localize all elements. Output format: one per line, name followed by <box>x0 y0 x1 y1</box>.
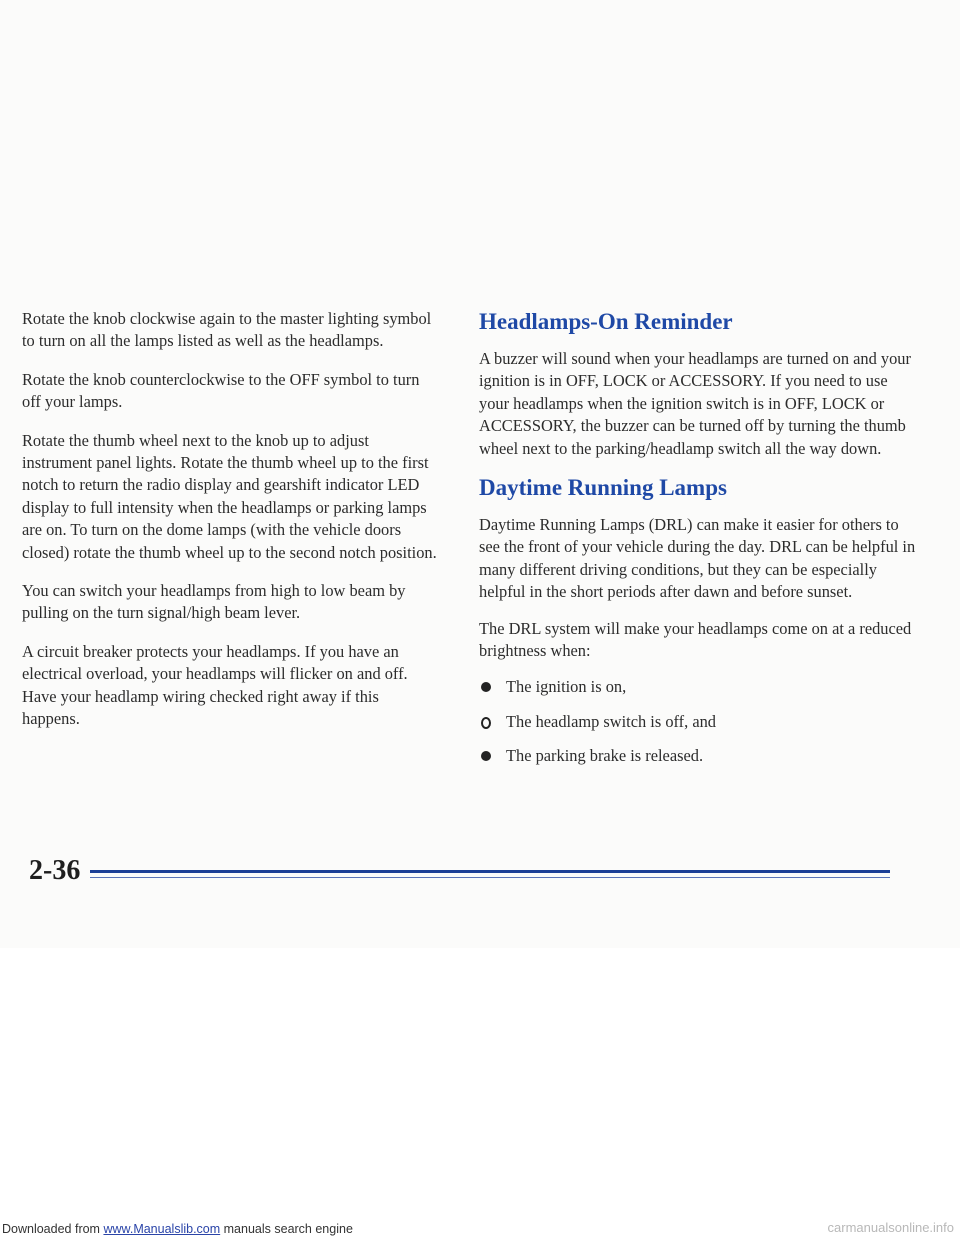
footer-rule-thin <box>90 877 890 878</box>
paragraph-drl-system: The DRL system will make your headlamps come on at a reduced brightness when: <box>479 618 912 661</box>
bullet-icon <box>481 682 491 692</box>
manualslib-link[interactable]: www.Manualslib.com <box>103 1222 221 1236</box>
heading-daytime-running-lamps: Daytime Running Lamps <box>479 475 727 501</box>
bullet-icon <box>481 751 491 761</box>
list-item-text: The ignition is on, <box>506 677 627 697</box>
page-number: 2-36 <box>29 855 81 886</box>
paragraph-circuit-breaker: A circuit breaker protects your headlamps. If you have an electrical overload, your headlamps will flicker on and off. Have your headlamp wiring checked right away if this happens. <box>22 641 408 729</box>
drl-conditions-list <box>479 676 919 767</box>
footer-rule <box>90 870 890 873</box>
heading-headlamps-on-reminder: Headlamps-On Reminder <box>479 309 733 334</box>
paragraph-off-symbol: Rotate the knob counterclockwise to the OFF symbol to turn off your lamps. <box>22 369 420 412</box>
paragraph-drl-intro: Daytime Running Lamps (DRL) can make it easier for others to see the front of your vehicle during the day. DRL can be helpful in many different driving conditions, but they can be especially helpful in the short periods after dawn and before sunset. <box>479 515 916 602</box>
right-column <box>479 308 919 780</box>
list-item <box>479 711 919 733</box>
footer-prefix: Downloaded from <box>2 1222 104 1236</box>
footer-suffix: manuals search engine <box>220 1222 353 1236</box>
paragraph-buzzer: A buzzer will sound when your headlamps are turned on and your ignition is in OFF, LOCK or ACCESSORY. If you need to use your headlamps when the ignition switch is in OFF, LOCK or ACCESSORY, the buzzer can be turned off by turning the thumb wheel next to the parking/headlamp switch all the way down. <box>479 349 911 458</box>
paragraph-high-low-beam: You can switch your headlamps from high to low beam by pulling on the turn signal/high beam lever. <box>22 581 406 623</box>
bullet-icon <box>481 717 491 729</box>
list-item <box>479 676 919 698</box>
paragraph-master-lighting: Rotate the knob clockwise again to the master lighting symbol to turn on all the lamps listed as well as the headlamps. <box>22 309 432 351</box>
list-item-text: The headlamp switch is off, and <box>506 711 716 731</box>
watermark-text: carmanualsonline.info <box>827 1220 954 1235</box>
list-item-text: The parking brake is released. <box>506 746 704 766</box>
list-item <box>479 745 919 767</box>
download-footer <box>2 1222 353 1236</box>
left-column <box>22 308 440 747</box>
paragraph-thumb-wheel: Rotate the thumb wheel next to the knob up to adjust instrument panel lights. Rotate the thumb wheel up to the first notch to return the radio display and gearshift indicator LED display to full intensity when the headlamps or parking lamps are on. To turn on the dome lamps (with the vehicle doors closed) rotate the thumb wheel up to the second notch position. <box>22 430 437 562</box>
